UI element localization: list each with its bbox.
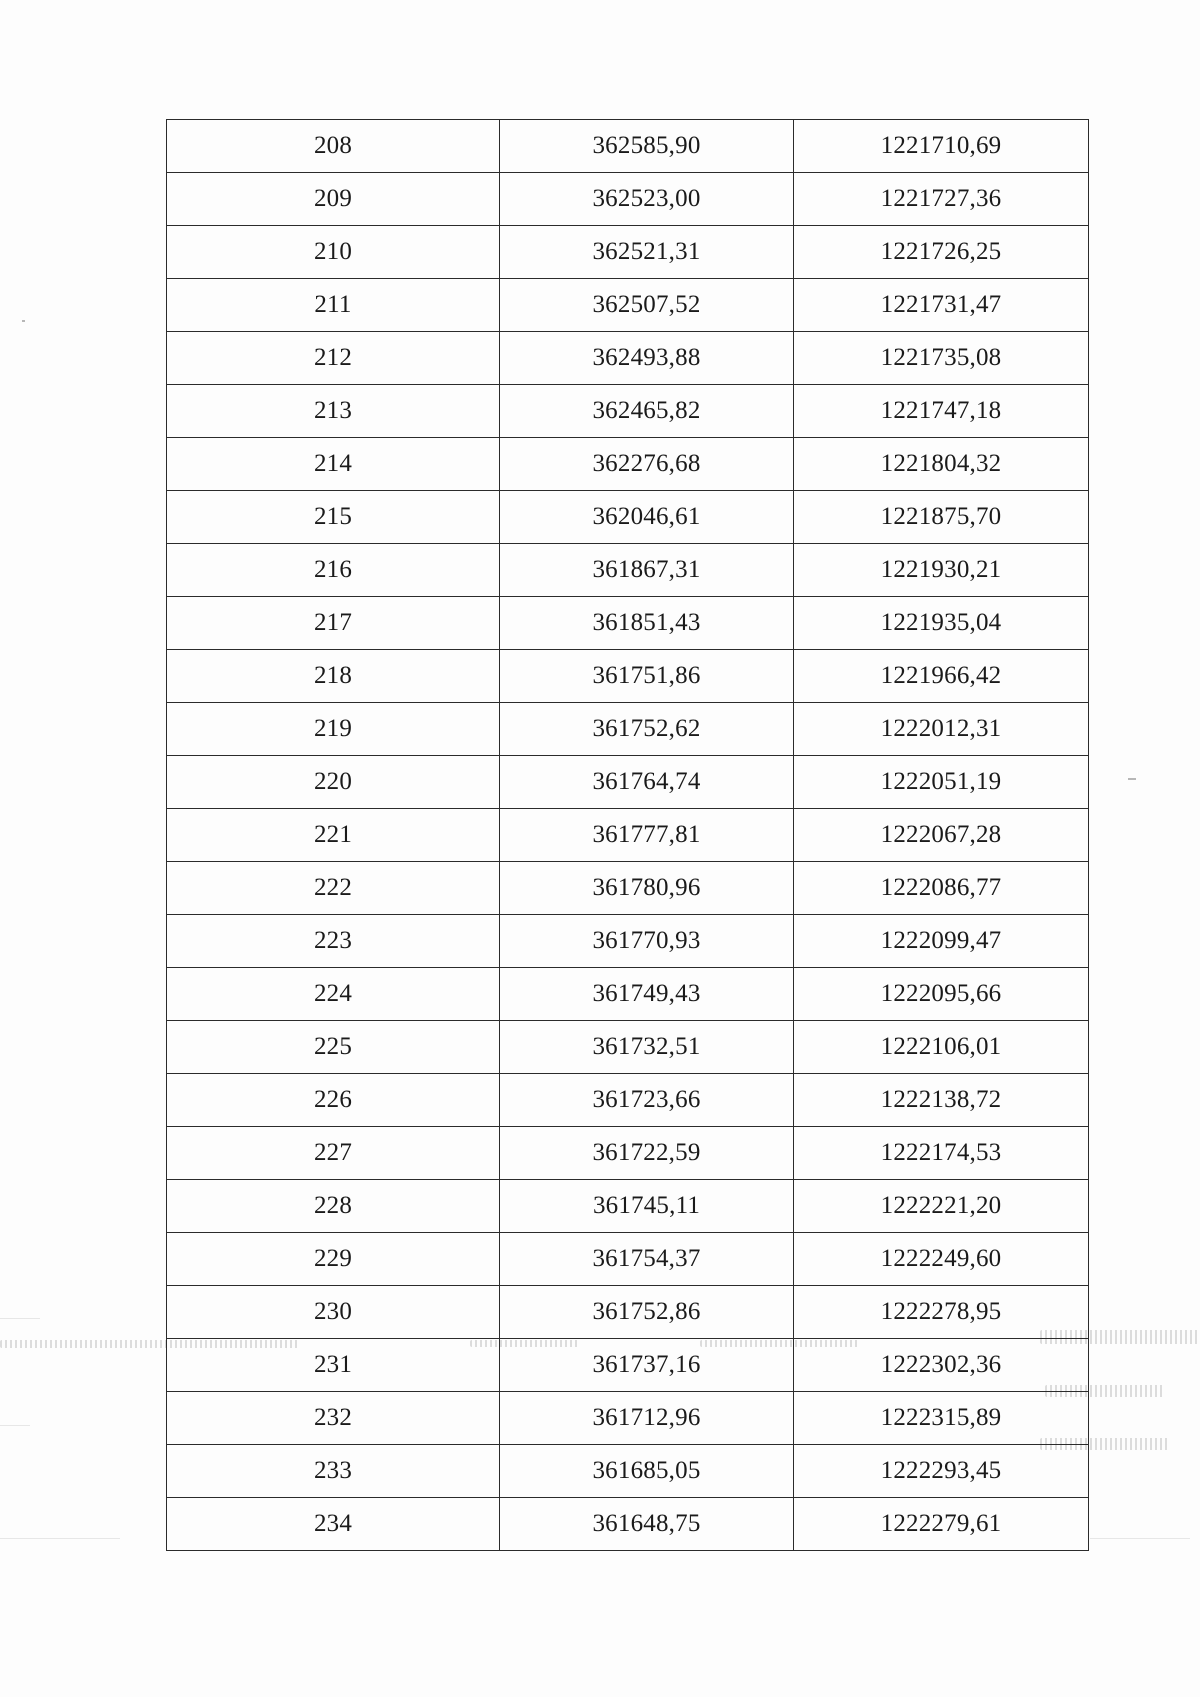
point-number-cell: 232 — [167, 1392, 500, 1445]
x-coordinate-cell: 361780,96 — [500, 862, 794, 915]
table-row — [167, 862, 1089, 915]
x-coordinate-cell: 361777,81 — [500, 809, 794, 862]
y-coordinate-cell: 1221710,69 — [794, 120, 1089, 173]
y-coordinate-cell: 1222138,72 — [794, 1074, 1089, 1127]
bleed-through-line — [0, 1425, 30, 1426]
point-number-cell: 212 — [167, 332, 500, 385]
table-row — [167, 1074, 1089, 1127]
point-number-cell: 227 — [167, 1127, 500, 1180]
bleed-through-line — [1090, 1538, 1190, 1539]
point-number-cell: 217 — [167, 597, 500, 650]
coordinates-table — [166, 119, 1089, 1551]
y-coordinate-cell: 1222095,66 — [794, 968, 1089, 1021]
point-number-cell: 208 — [167, 120, 500, 173]
point-number-cell: 233 — [167, 1445, 500, 1498]
point-number-cell: 225 — [167, 1021, 500, 1074]
point-number-cell: 219 — [167, 703, 500, 756]
point-number-cell: 215 — [167, 491, 500, 544]
point-number-cell: 231 — [167, 1339, 500, 1392]
table-row — [167, 1180, 1089, 1233]
y-coordinate-cell: 1222086,77 — [794, 862, 1089, 915]
table-row — [167, 1021, 1089, 1074]
x-coordinate-cell: 362585,90 — [500, 120, 794, 173]
y-coordinate-cell: 1222302,36 — [794, 1339, 1089, 1392]
point-number-cell: 226 — [167, 1074, 500, 1127]
y-coordinate-cell: 1221930,21 — [794, 544, 1089, 597]
x-coordinate-cell: 362507,52 — [500, 279, 794, 332]
y-coordinate-cell: 1222106,01 — [794, 1021, 1089, 1074]
point-number-cell: 220 — [167, 756, 500, 809]
x-coordinate-cell: 362465,82 — [500, 385, 794, 438]
point-number-cell: 221 — [167, 809, 500, 862]
y-coordinate-cell: 1221804,32 — [794, 438, 1089, 491]
x-coordinate-cell: 361851,43 — [500, 597, 794, 650]
table-row — [167, 332, 1089, 385]
point-number-cell: 229 — [167, 1233, 500, 1286]
y-coordinate-cell: 1222067,28 — [794, 809, 1089, 862]
y-coordinate-cell: 1222279,61 — [794, 1498, 1089, 1551]
x-coordinate-cell: 361749,43 — [500, 968, 794, 1021]
table-row — [167, 1445, 1089, 1498]
table-row — [167, 173, 1089, 226]
x-coordinate-cell: 362521,31 — [500, 226, 794, 279]
point-number-cell: 224 — [167, 968, 500, 1021]
point-number-cell: 223 — [167, 915, 500, 968]
x-coordinate-cell: 361867,31 — [500, 544, 794, 597]
table-row — [167, 279, 1089, 332]
x-coordinate-cell: 361712,96 — [500, 1392, 794, 1445]
point-number-cell: 210 — [167, 226, 500, 279]
x-coordinate-cell: 362523,00 — [500, 173, 794, 226]
point-number-cell: 234 — [167, 1498, 500, 1551]
table-row — [167, 756, 1089, 809]
y-coordinate-cell: 1221966,42 — [794, 650, 1089, 703]
x-coordinate-cell: 361723,66 — [500, 1074, 794, 1127]
y-coordinate-cell: 1221735,08 — [794, 332, 1089, 385]
table-row — [167, 650, 1089, 703]
y-coordinate-cell: 1222174,53 — [794, 1127, 1089, 1180]
point-number-cell: 228 — [167, 1180, 500, 1233]
y-coordinate-cell: 1221726,25 — [794, 226, 1089, 279]
table-row — [167, 597, 1089, 650]
y-coordinate-cell: 1221747,18 — [794, 385, 1089, 438]
table-row — [167, 809, 1089, 862]
y-coordinate-cell: 1222051,19 — [794, 756, 1089, 809]
y-coordinate-cell: 1222293,45 — [794, 1445, 1089, 1498]
x-coordinate-cell: 362493,88 — [500, 332, 794, 385]
x-coordinate-cell: 361770,93 — [500, 915, 794, 968]
x-coordinate-cell: 362276,68 — [500, 438, 794, 491]
x-coordinate-cell: 361732,51 — [500, 1021, 794, 1074]
point-number-cell: 211 — [167, 279, 500, 332]
y-coordinate-cell: 1221727,36 — [794, 173, 1089, 226]
table-row — [167, 491, 1089, 544]
scan-speck — [22, 320, 25, 322]
point-number-cell: 222 — [167, 862, 500, 915]
table-row — [167, 226, 1089, 279]
x-coordinate-cell: 361685,05 — [500, 1445, 794, 1498]
table-row — [167, 385, 1089, 438]
table-row — [167, 120, 1089, 173]
table-row — [167, 1233, 1089, 1286]
x-coordinate-cell: 361751,86 — [500, 650, 794, 703]
table-row — [167, 544, 1089, 597]
table-row — [167, 1392, 1089, 1445]
x-coordinate-cell: 361752,86 — [500, 1286, 794, 1339]
table-row — [167, 703, 1089, 756]
point-number-cell: 230 — [167, 1286, 500, 1339]
y-coordinate-cell: 1222012,31 — [794, 703, 1089, 756]
point-number-cell: 209 — [167, 173, 500, 226]
x-coordinate-cell: 361754,37 — [500, 1233, 794, 1286]
x-coordinate-cell: 361722,59 — [500, 1127, 794, 1180]
x-coordinate-cell: 362046,61 — [500, 491, 794, 544]
y-coordinate-cell: 1222099,47 — [794, 915, 1089, 968]
y-coordinate-cell: 1222249,60 — [794, 1233, 1089, 1286]
point-number-cell: 213 — [167, 385, 500, 438]
x-coordinate-cell: 361648,75 — [500, 1498, 794, 1551]
bleed-through-line — [0, 1318, 40, 1319]
table-row — [167, 915, 1089, 968]
table-row — [167, 968, 1089, 1021]
table-row — [167, 1127, 1089, 1180]
y-coordinate-cell: 1222221,20 — [794, 1180, 1089, 1233]
table-row — [167, 1498, 1089, 1551]
y-coordinate-cell: 1221935,04 — [794, 597, 1089, 650]
coordinates-table-body — [167, 120, 1089, 1551]
table-row — [167, 1339, 1089, 1392]
y-coordinate-cell: 1222315,89 — [794, 1392, 1089, 1445]
y-coordinate-cell: 1221731,47 — [794, 279, 1089, 332]
point-number-cell: 214 — [167, 438, 500, 491]
scan-speck — [1128, 778, 1136, 780]
table-row — [167, 438, 1089, 491]
x-coordinate-cell: 361764,74 — [500, 756, 794, 809]
x-coordinate-cell: 361752,62 — [500, 703, 794, 756]
point-number-cell: 218 — [167, 650, 500, 703]
point-number-cell: 216 — [167, 544, 500, 597]
x-coordinate-cell: 361737,16 — [500, 1339, 794, 1392]
x-coordinate-cell: 361745,11 — [500, 1180, 794, 1233]
bleed-through-line — [0, 1538, 120, 1539]
table-row — [167, 1286, 1089, 1339]
y-coordinate-cell: 1221875,70 — [794, 491, 1089, 544]
y-coordinate-cell: 1222278,95 — [794, 1286, 1089, 1339]
